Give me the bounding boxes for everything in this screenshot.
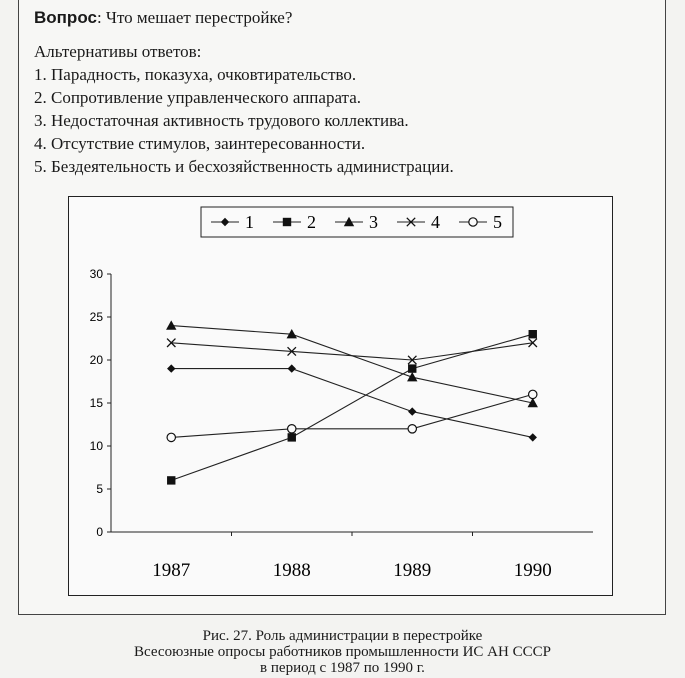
data-point-5 [288,425,296,433]
question-text: : Что мешает перестройке? [96,8,293,27]
y-tick-label: 25 [89,310,103,324]
legend-label: 5 [493,212,502,232]
question-label: Вопрос [34,8,97,27]
data-point-2 [408,364,416,372]
x-tick-label: 1987 [152,560,191,581]
alternative-item: 3. Недостаточная активность трудового коллектива. [34,111,409,130]
x-tick-label: 1989 [393,560,432,581]
caption-line-3: в период с 1987 по 1990 г. [260,660,425,676]
line-chart [68,196,613,596]
legend-label: 4 [431,212,440,232]
legend-marker-5 [469,218,477,226]
data-point-5 [408,425,416,433]
chart-legend [201,207,513,237]
data-point-5 [529,390,537,398]
x-tick-label: 1990 [513,560,552,581]
alternative-item: 1. Парадность, показуха, очковтирательство. [34,65,357,84]
y-tick-label: 30 [89,267,103,281]
figure-caption [0,628,685,676]
caption-line-2: Всесоюзные опросы работников промышленности ИС АН СССР [134,644,551,660]
caption-line-1: Рис. 27. Роль администрации в перестройке [202,628,483,644]
alternative-item: 4. Отсутствие стимулов, заинтересованности. [34,134,366,153]
y-tick-label: 5 [96,482,103,496]
data-point-2 [288,433,296,441]
x-tick-label: 1988 [272,560,311,581]
y-tick-label: 0 [96,525,103,539]
data-point-2 [167,476,175,484]
y-tick-label: 20 [89,353,103,367]
data-point-2 [529,330,537,338]
y-tick-label: 10 [89,439,103,453]
legend-label: 2 [307,212,316,232]
legend-label: 1 [245,212,254,232]
question [34,8,292,28]
legend-marker-2 [283,218,291,226]
y-tick-label: 15 [89,396,103,410]
data-point-5 [167,433,175,441]
alternative-item: 5. Бездеятельность и бесхозяйственность администрации. [34,157,454,176]
alternative-item: 2. Сопротивление управленческого аппарата. [34,88,361,107]
alternatives-title: Альтернативы ответов: [34,42,202,61]
legend-label: 3 [369,212,378,232]
